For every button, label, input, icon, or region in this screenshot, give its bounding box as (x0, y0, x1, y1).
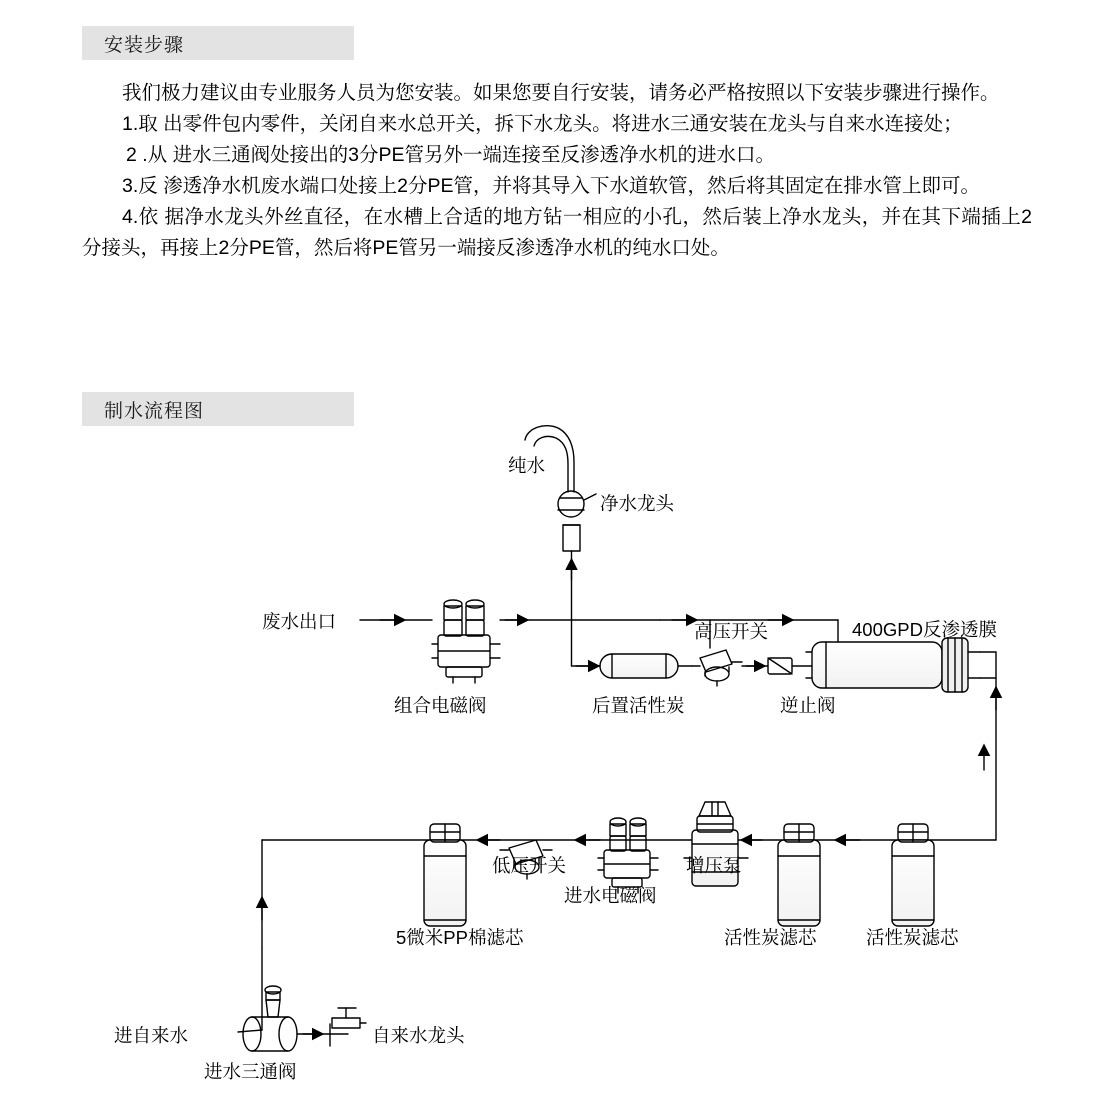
water-flow-diagram (0, 420, 1111, 1110)
install-step-2: 2 .从 进水三通阀处接出的3分PE管另外一端连接至反渗透净水机的进水口。 (126, 144, 775, 166)
label-tap-water-in: 进自来水 (114, 1025, 189, 1046)
section-header-install-steps (82, 26, 354, 60)
label-carbon-filter-2: 活性炭滤芯 (866, 927, 959, 948)
install-steps-text (82, 78, 1032, 264)
install-step-1: 1.取 出零件包内零件，关闭自来水总开关，拆下水龙头。将进水三通安装在龙头与自来水连接处； (122, 113, 963, 135)
label-booster-pump: 增压泵 (686, 855, 742, 876)
label-inlet-solenoid-valve: 进水电磁阀 (564, 885, 657, 906)
install-step-3: 3.反 渗透净水机废水端口处接上2分PE管，并将其导入下水道软管，然后将其固定在排水管上即可。 (122, 175, 981, 197)
install-step-4: 4.依 据净水龙头外丝直径，在水槽上合适的地方钻一相应的小孔，然后装上净水龙头，并在其下端插上2分接头，再接上2分PE管，然后将PE管另一端接反渗透净水机的纯水口处。 (82, 206, 1032, 259)
label-pure-water: 纯水 (508, 455, 546, 476)
label-ro-membrane: 400GPD反渗透膜 (852, 619, 997, 640)
section-title-flow-diagram: 制水流程图 (104, 400, 205, 422)
label-inlet-tee-valve: 进水三通阀 (204, 1061, 297, 1082)
label-low-pressure-switch: 低压开关 (492, 855, 567, 876)
label-check-valve: 逆止阀 (780, 695, 836, 716)
label-waste-outlet: 废水出口 (262, 611, 337, 632)
label-tap-faucet: 自来水龙头 (372, 1025, 465, 1046)
label-high-pressure-switch: 高压开关 (694, 621, 769, 642)
label-purified-faucet: 净水龙头 (600, 493, 675, 514)
section-title-install-steps: 安装步骤 (104, 34, 185, 56)
label-combined-solenoid-valve: 组合电磁阀 (394, 695, 487, 716)
label-carbon-filter-1: 活性炭滤芯 (724, 927, 817, 948)
install-intro-paragraph: 我们极力建议由专业服务人员为您安装。如果您要自行安装，请务必严格按照以下安装步骤进行操作。 (122, 82, 1000, 104)
label-post-activated-carbon: 后置活性炭 (592, 695, 685, 716)
flow-diagram-graphics (0, 420, 1111, 1110)
label-pp-filter: 5微米PP棉滤芯 (396, 927, 524, 948)
